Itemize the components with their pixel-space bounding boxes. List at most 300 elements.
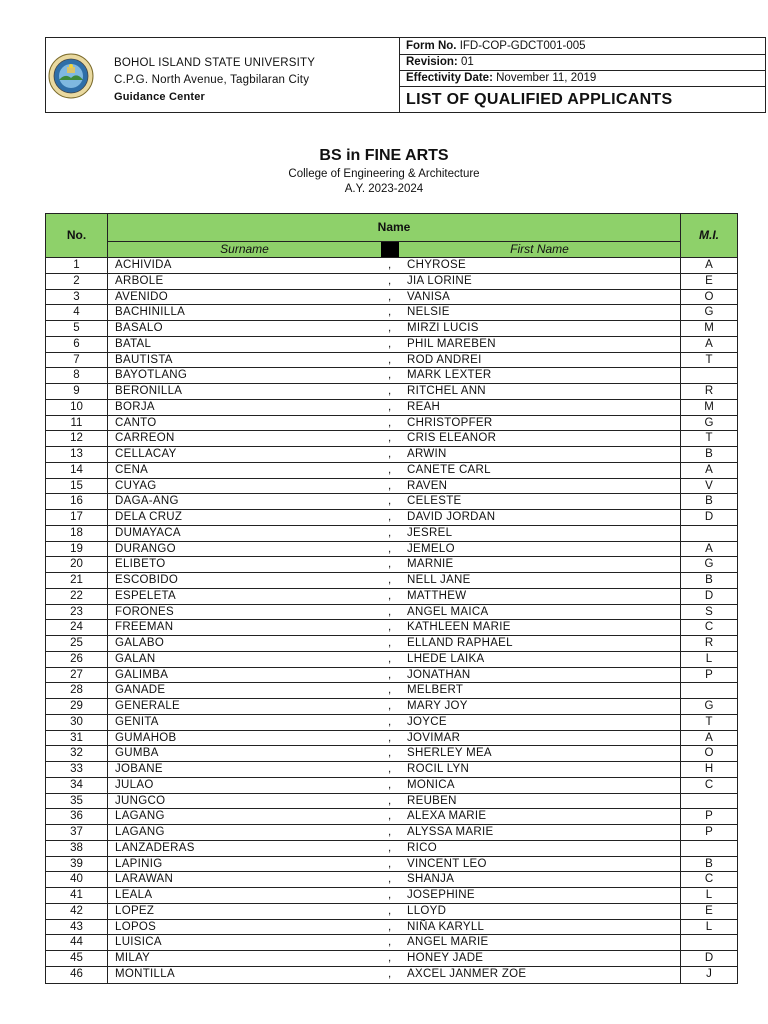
row-firstname: CHRISTOPFER	[407, 416, 493, 429]
row-firstname: ARWIN	[407, 448, 447, 460]
university-seal-icon	[48, 53, 94, 99]
table-row	[46, 290, 737, 306]
row-middle-initial: P	[680, 809, 737, 824]
row-middle-initial: G	[680, 416, 737, 431]
row-comma: ,	[388, 967, 392, 980]
row-comma: ,	[388, 684, 392, 697]
row-comma: ,	[388, 495, 392, 508]
row-surname: GENITA	[115, 715, 159, 728]
row-comma: ,	[388, 763, 392, 775]
row-number: 26	[46, 652, 108, 667]
row-comma: ,	[388, 542, 392, 555]
table-row	[46, 762, 737, 778]
row-surname: ESPELETA	[115, 589, 176, 602]
row-firstname: KATHLEEN MARIE	[407, 621, 511, 634]
row-comma: ,	[388, 700, 392, 712]
row-middle-initial: G	[680, 557, 737, 572]
row-surname: GANADE	[115, 684, 166, 697]
row-comma: ,	[388, 259, 392, 271]
row-comma: ,	[388, 826, 392, 838]
row-comma: ,	[388, 936, 392, 949]
table-row	[46, 258, 737, 274]
row-firstname: CANETE CARL	[407, 463, 491, 476]
row-middle-initial	[680, 526, 737, 541]
row-number: 43	[46, 920, 108, 935]
form-number-row	[400, 38, 765, 55]
row-surname: GALIMBA	[115, 668, 169, 681]
table-row	[46, 447, 737, 463]
row-firstname: HONEY JADE	[407, 952, 484, 964]
row-surname: BAUTISTA	[115, 353, 173, 366]
row-middle-initial: T	[680, 431, 737, 446]
row-middle-initial: R	[680, 384, 737, 399]
table-row	[46, 400, 737, 416]
table-row	[46, 715, 737, 731]
table-row	[46, 620, 737, 636]
row-middle-initial	[680, 935, 737, 950]
institution-block	[46, 38, 400, 112]
row-firstname: CELESTE	[407, 495, 462, 508]
row-number: 18	[46, 526, 108, 541]
row-surname: DURANGO	[115, 542, 176, 555]
row-surname: BAYOTLANG	[115, 369, 188, 382]
row-number: 7	[46, 353, 108, 368]
row-surname: LANZADERAS	[115, 841, 195, 854]
row-firstname: JOVIMAR	[407, 731, 461, 744]
row-surname: CANTO	[115, 416, 157, 429]
table-row	[46, 384, 737, 400]
row-firstname: NELL JANE	[407, 574, 471, 586]
row-surname: MONTILLA	[115, 967, 175, 980]
row-surname: JUNGCO	[115, 794, 166, 807]
row-number: 22	[46, 589, 108, 604]
row-comma: ,	[388, 715, 392, 728]
table-row	[46, 463, 737, 479]
row-middle-initial: D	[680, 510, 737, 525]
row-middle-initial: L	[680, 888, 737, 903]
row-middle-initial: O	[680, 746, 737, 761]
row-middle-initial: A	[680, 542, 737, 557]
row-middle-initial: G	[680, 699, 737, 714]
academic-year: A.Y. 2023-2024	[344, 183, 424, 195]
row-firstname: JOYCE	[407, 715, 447, 728]
table-row	[46, 699, 737, 715]
row-middle-initial: M	[680, 321, 737, 336]
row-firstname: CRIS ELEANOR	[407, 432, 497, 445]
row-surname: CELLACAY	[115, 448, 177, 460]
row-comma: ,	[388, 668, 392, 681]
row-middle-initial: V	[680, 479, 737, 494]
table-row	[46, 526, 737, 542]
office-name: Guidance Center	[114, 91, 206, 103]
table-row	[46, 337, 737, 353]
row-comma: ,	[388, 385, 392, 397]
row-middle-initial: P	[680, 668, 737, 683]
row-number: 4	[46, 305, 108, 320]
row-middle-initial: A	[680, 463, 737, 478]
table-row	[46, 368, 737, 384]
table-row	[46, 920, 737, 936]
row-comma: ,	[388, 731, 392, 744]
row-number: 33	[46, 762, 108, 777]
row-middle-initial: B	[680, 573, 737, 588]
row-middle-initial: A	[680, 731, 737, 746]
revision-label: Revision:	[406, 56, 458, 68]
row-firstname: JONATHAN	[407, 668, 471, 681]
row-number: 23	[46, 605, 108, 620]
row-surname: CUYAG	[115, 479, 157, 492]
row-number: 29	[46, 699, 108, 714]
table-row	[46, 557, 737, 573]
document-title: LIST OF QUALIFIED APPLICANTS	[406, 91, 673, 108]
row-firstname: ANGEL MAICA	[407, 605, 489, 618]
table-row	[46, 668, 737, 684]
row-surname: LAGANG	[115, 826, 165, 838]
row-comma: ,	[388, 369, 392, 382]
row-surname: DELA CRUZ	[115, 511, 183, 523]
row-surname: GUMAHOB	[115, 731, 177, 744]
row-middle-initial: D	[680, 589, 737, 604]
column-header-firstname: First Name	[510, 242, 569, 256]
row-firstname: RICO	[407, 841, 437, 854]
row-middle-initial	[680, 841, 737, 856]
row-number: 38	[46, 841, 108, 856]
row-comma: ,	[388, 904, 392, 917]
table-row	[46, 510, 737, 526]
row-comma: ,	[388, 794, 392, 807]
table-row	[46, 494, 737, 510]
row-firstname: LHEDE LAIKA	[407, 652, 485, 665]
effectivity-value: November 11, 2019	[496, 72, 597, 84]
row-middle-initial: E	[680, 274, 737, 289]
row-number: 1	[46, 258, 108, 273]
row-number: 25	[46, 636, 108, 651]
row-firstname: DAVID JORDAN	[407, 511, 496, 523]
row-middle-initial: R	[680, 636, 737, 651]
revision-row	[400, 55, 765, 71]
row-surname: ELIBETO	[115, 558, 166, 571]
table-row	[46, 636, 737, 652]
row-firstname: ELLAND RAPHAEL	[407, 637, 513, 649]
table-row	[46, 542, 737, 558]
row-middle-initial: G	[680, 305, 737, 320]
row-number: 46	[46, 967, 108, 983]
row-surname: BASALO	[115, 322, 163, 334]
table-row	[46, 746, 737, 762]
row-middle-initial: P	[680, 825, 737, 840]
row-comma: ,	[388, 810, 392, 823]
row-middle-initial	[680, 368, 737, 383]
row-comma: ,	[388, 400, 392, 413]
row-firstname: ROD ANDREI	[407, 353, 482, 366]
row-firstname: ANGEL MARIE	[407, 936, 489, 949]
college-name: College of Engineering & Architecture	[288, 168, 480, 180]
row-firstname: ALEXA MARIE	[407, 810, 487, 823]
row-firstname: MIRZI LUCIS	[407, 322, 479, 334]
table-row	[46, 431, 737, 447]
row-surname: LARAWAN	[115, 873, 174, 886]
header-separator-block	[381, 242, 399, 257]
row-number: 17	[46, 510, 108, 525]
row-comma: ,	[388, 605, 392, 618]
column-header-no: No.	[46, 214, 108, 257]
table-row	[46, 589, 737, 605]
row-middle-initial: T	[680, 353, 737, 368]
row-comma: ,	[388, 448, 392, 460]
row-firstname: JOSEPHINE	[407, 889, 475, 901]
table-row	[46, 841, 737, 857]
row-surname: MILAY	[115, 952, 151, 964]
row-number: 28	[46, 683, 108, 698]
row-surname: LEALA	[115, 889, 153, 901]
table-row	[46, 479, 737, 495]
row-number: 35	[46, 794, 108, 809]
row-firstname: PHIL MAREBEN	[407, 337, 496, 350]
table-row	[46, 809, 737, 825]
table-row	[46, 605, 737, 621]
row-number: 12	[46, 431, 108, 446]
institution-address: C.P.G. North Avenue, Tagbilaran City	[114, 74, 310, 86]
row-number: 40	[46, 872, 108, 887]
row-surname: FREEMAN	[115, 621, 174, 634]
row-comma: ,	[388, 778, 392, 791]
row-firstname: ROCIL LYN	[407, 763, 470, 775]
row-number: 13	[46, 447, 108, 462]
row-middle-initial: T	[680, 715, 737, 730]
row-firstname: JIA LORINE	[407, 274, 472, 287]
document-header	[45, 37, 766, 113]
row-number: 21	[46, 573, 108, 588]
row-firstname: MARY JOY	[407, 700, 468, 712]
institution-name: BOHOL ISLAND STATE UNIVERSITY	[114, 57, 316, 69]
row-surname: BERONILLA	[115, 385, 183, 397]
row-comma: ,	[388, 857, 392, 870]
table-body	[45, 258, 738, 984]
row-firstname: RITCHEL ANN	[407, 385, 486, 397]
name-subheader	[108, 241, 680, 257]
row-surname: LOPOS	[115, 920, 157, 933]
row-middle-initial: L	[680, 920, 737, 935]
row-comma: ,	[388, 637, 392, 649]
row-comma: ,	[388, 621, 392, 634]
row-number: 42	[46, 904, 108, 919]
row-firstname: REAH	[407, 400, 441, 413]
row-number: 31	[46, 731, 108, 746]
row-number: 34	[46, 778, 108, 793]
row-firstname: SHANJA	[407, 873, 455, 886]
column-header-mi: M.I.	[680, 214, 737, 257]
table-row	[46, 731, 737, 747]
row-firstname: MARK LEXTER	[407, 369, 492, 382]
row-middle-initial: J	[680, 967, 737, 983]
row-surname: JOBANE	[115, 763, 163, 775]
row-middle-initial: B	[680, 494, 737, 509]
row-surname: ESCOBIDO	[115, 574, 179, 586]
effectivity-label: Effectivity Date:	[406, 72, 493, 84]
row-firstname: MATTHEW	[407, 589, 467, 602]
row-middle-initial: H	[680, 762, 737, 777]
row-surname: LAPINIG	[115, 857, 163, 870]
row-firstname: NELSIE	[407, 306, 450, 319]
row-middle-initial: C	[680, 872, 737, 887]
row-firstname: VANISA	[407, 290, 451, 303]
row-comma: ,	[388, 290, 392, 303]
row-number: 11	[46, 416, 108, 431]
row-comma: ,	[388, 873, 392, 886]
row-surname: CENA	[115, 463, 149, 476]
row-number: 8	[46, 368, 108, 383]
row-comma: ,	[388, 652, 392, 665]
table-row	[46, 652, 737, 668]
table-row	[46, 321, 737, 337]
row-firstname: CHYROSE	[407, 259, 466, 271]
row-middle-initial: A	[680, 337, 737, 352]
row-comma: ,	[388, 920, 392, 933]
row-number: 5	[46, 321, 108, 336]
table-row	[46, 857, 737, 873]
row-number: 20	[46, 557, 108, 572]
row-surname: GALAN	[115, 652, 156, 665]
row-surname: LAGANG	[115, 810, 165, 823]
table-row	[46, 573, 737, 589]
column-header-name: Name	[377, 220, 411, 234]
row-comma: ,	[388, 479, 392, 492]
row-middle-initial: S	[680, 605, 737, 620]
row-comma: ,	[388, 589, 392, 602]
row-number: 19	[46, 542, 108, 557]
row-surname: ARBOLE	[115, 274, 164, 287]
row-number: 24	[46, 620, 108, 635]
effectivity-row	[400, 71, 765, 87]
row-number: 10	[46, 400, 108, 415]
row-middle-initial: M	[680, 400, 737, 415]
row-firstname: MONICA	[407, 778, 455, 791]
row-middle-initial: A	[680, 258, 737, 273]
row-middle-initial: D	[680, 951, 737, 966]
row-number: 39	[46, 857, 108, 872]
row-comma: ,	[388, 306, 392, 319]
row-comma: ,	[388, 574, 392, 586]
row-comma: ,	[388, 274, 392, 287]
row-comma: ,	[388, 841, 392, 854]
row-firstname: VINCENT LEO	[407, 857, 487, 870]
row-firstname: REUBEN	[407, 794, 457, 807]
row-firstname: MELBERT	[407, 684, 464, 697]
table-row	[46, 872, 737, 888]
revision-value: 01	[460, 56, 474, 68]
row-number: 45	[46, 951, 108, 966]
row-number: 37	[46, 825, 108, 840]
table-row	[46, 274, 737, 290]
row-firstname: RAVEN	[407, 479, 448, 492]
row-middle-initial: E	[680, 904, 737, 919]
row-number: 41	[46, 888, 108, 903]
row-comma: ,	[388, 463, 392, 476]
row-comma: ,	[388, 558, 392, 571]
row-number: 27	[46, 668, 108, 683]
row-number: 36	[46, 809, 108, 824]
table-row	[46, 951, 737, 967]
table-row	[46, 353, 737, 369]
row-comma: ,	[388, 353, 392, 366]
form-number-label: Form No.	[406, 40, 457, 52]
row-surname: DAGA-ANG	[115, 495, 179, 508]
row-middle-initial: C	[680, 778, 737, 793]
row-surname: BATAL	[115, 337, 152, 350]
row-surname: ACHIVIDA	[115, 259, 172, 271]
row-comma: ,	[388, 322, 392, 334]
table-row	[46, 825, 737, 841]
row-comma: ,	[388, 511, 392, 523]
row-surname: BORJA	[115, 400, 155, 413]
form-number-value: IFD-COP-GDCT001-005	[459, 40, 586, 52]
table-row	[46, 778, 737, 794]
table-row	[46, 683, 737, 699]
row-comma: ,	[388, 952, 392, 964]
row-surname: GALABO	[115, 637, 165, 649]
row-middle-initial	[680, 683, 737, 698]
row-middle-initial: B	[680, 447, 737, 462]
row-firstname: MARNIE	[407, 558, 454, 571]
row-middle-initial: B	[680, 857, 737, 872]
row-firstname: ALYSSA MARIE	[407, 826, 494, 838]
row-comma: ,	[388, 337, 392, 350]
row-middle-initial	[680, 794, 737, 809]
row-comma: ,	[388, 889, 392, 901]
row-number: 6	[46, 337, 108, 352]
row-comma: ,	[388, 432, 392, 445]
table-row	[46, 904, 737, 920]
program-title: BS in FINE ARTS	[319, 147, 449, 164]
row-surname: AVENIDO	[115, 290, 169, 303]
row-firstname: SHERLEY MEA	[407, 747, 492, 760]
form-info-block	[400, 38, 765, 112]
table-row	[46, 794, 737, 810]
row-surname: FORONES	[115, 605, 174, 618]
row-number: 32	[46, 746, 108, 761]
row-comma: ,	[388, 526, 392, 539]
row-number: 30	[46, 715, 108, 730]
row-surname: JULAO	[115, 778, 154, 791]
row-firstname: JESREL	[407, 526, 453, 539]
row-firstname: JEMELO	[407, 542, 455, 555]
row-number: 44	[46, 935, 108, 950]
row-number: 16	[46, 494, 108, 509]
row-surname: LOPEZ	[115, 904, 155, 917]
row-middle-initial: L	[680, 652, 737, 667]
row-number: 3	[46, 290, 108, 305]
row-number: 15	[46, 479, 108, 494]
row-surname: BACHINILLA	[115, 306, 186, 319]
row-surname: DUMAYACA	[115, 526, 181, 539]
row-surname: GUMBA	[115, 747, 159, 760]
row-surname: CARREON	[115, 432, 175, 445]
row-middle-initial: O	[680, 290, 737, 305]
row-number: 9	[46, 384, 108, 399]
table-row	[46, 888, 737, 904]
table-row	[46, 305, 737, 321]
row-number: 2	[46, 274, 108, 289]
row-comma: ,	[388, 416, 392, 429]
row-surname: LUISICA	[115, 936, 162, 949]
table-row	[46, 416, 737, 432]
column-header-surname: Surname	[220, 242, 269, 256]
row-firstname: AXCEL JANMER ZOE	[407, 967, 527, 980]
row-surname: GENERALE	[115, 700, 181, 712]
program-heading	[0, 145, 768, 197]
table-row	[46, 967, 737, 983]
table-header	[45, 213, 738, 258]
